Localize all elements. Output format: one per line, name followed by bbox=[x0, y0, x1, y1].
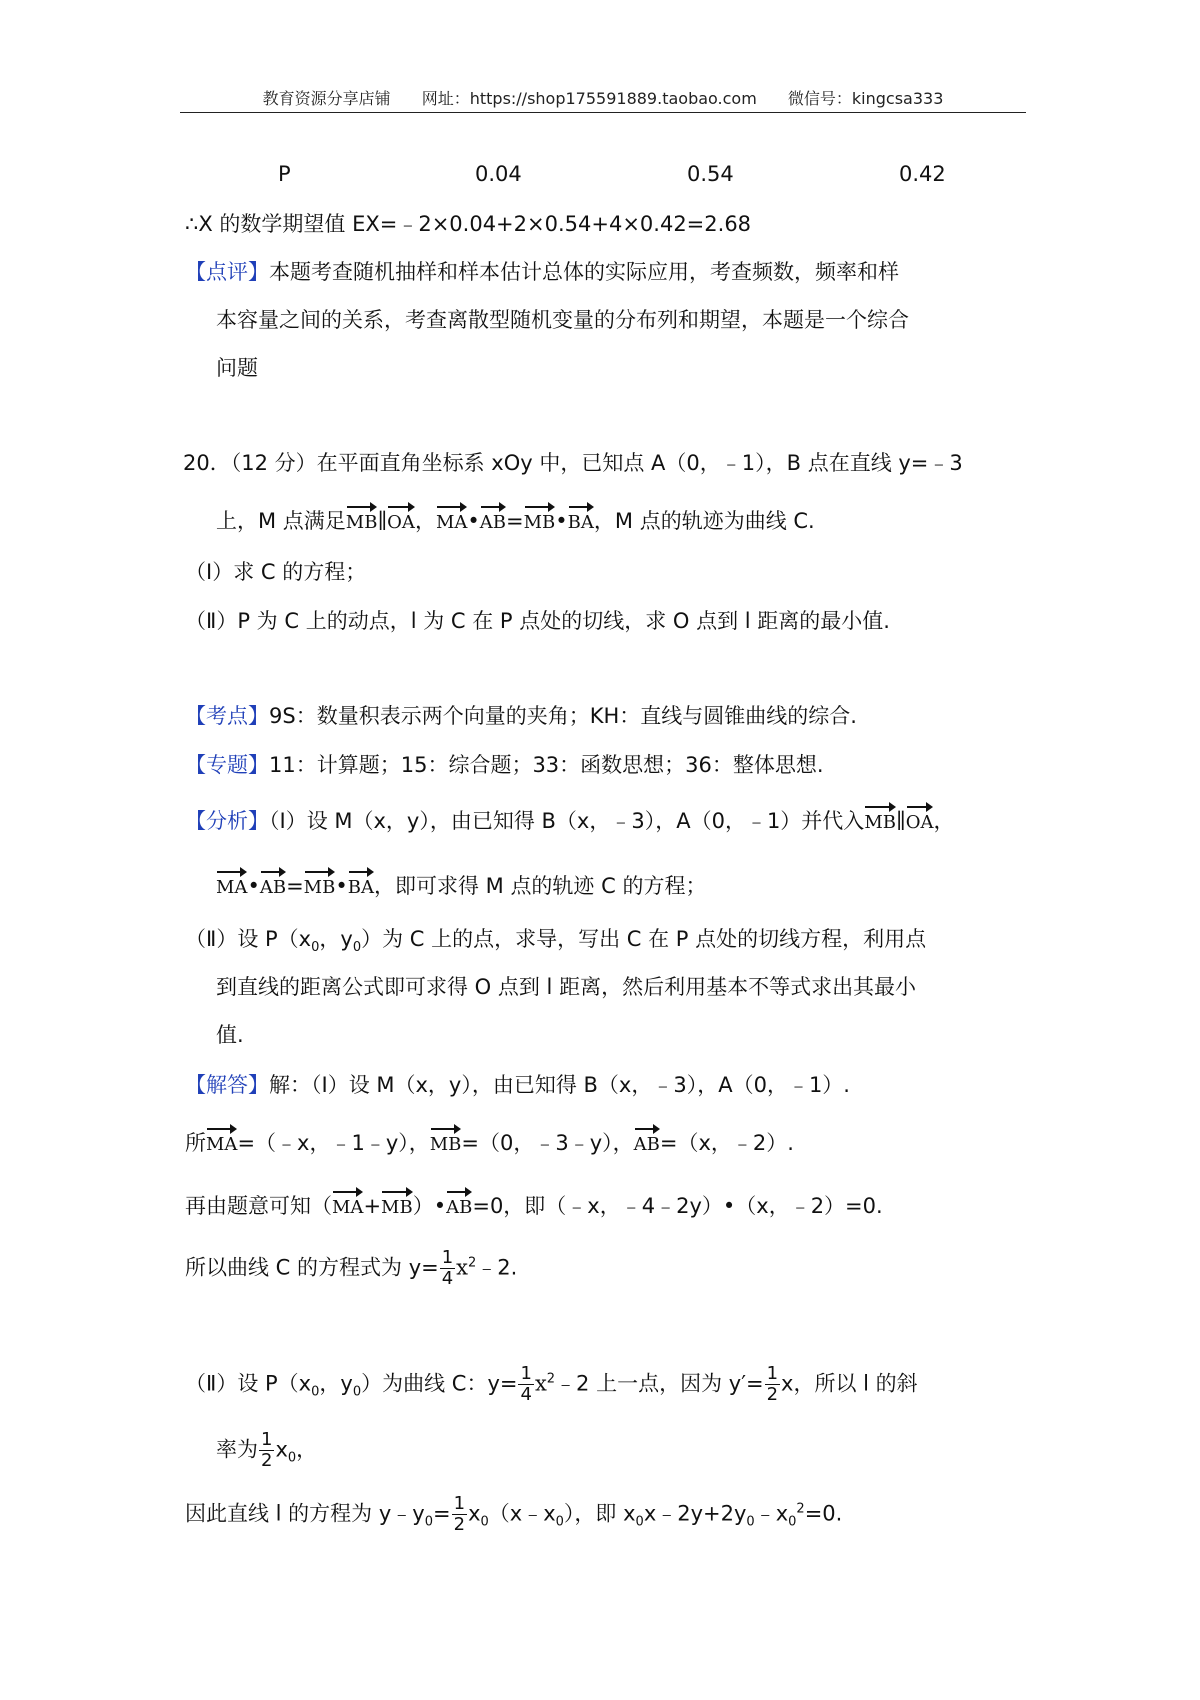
vector-ab: AB bbox=[480, 505, 506, 537]
fenxi-line-2: MA•AB=MB•BA，即可求得 M 点的轨迹 C 的方程； bbox=[216, 870, 706, 902]
zhuanti-tag: 【专题】 bbox=[185, 753, 269, 777]
problem-line-2: 上，M 点满足MB∥OA，MA•AB=MB•BA，M 点的轨迹为曲线 C. bbox=[216, 505, 815, 537]
problem-part-2: （Ⅱ）P 为 C 上的动点，l 为 C 在 P 点处的切线，求 O 点到 l 距离的最小值. bbox=[185, 609, 890, 633]
page-header bbox=[180, 86, 1026, 109]
fraction-one-quarter: $\frac{1}{4}$ bbox=[441, 1247, 454, 1289]
vector-ba: BA bbox=[568, 505, 594, 537]
jieda-part2-line-2: 率为 $\frac{1}{2}$ $x_0$， bbox=[216, 1429, 318, 1471]
review-tag: 【点评】 bbox=[185, 260, 269, 284]
zhuanti-line: 【专题】11：计算题；15：综合题；33：函数思想；36：整体思想. bbox=[185, 753, 824, 777]
header-divider bbox=[180, 112, 1026, 113]
fenxi-line-5: 值. bbox=[216, 1023, 244, 1047]
jieda-line-4: 所以曲线 C 的方程式为 y= $\frac{1}{4}$ $x^2﹣2$. bbox=[185, 1247, 518, 1289]
review-line-1: 【点评】本题考查随机抽样和样本估计总体的实际应用，考查频数，频率和样 bbox=[185, 260, 899, 284]
expectation-line: ∴X 的数学期望值 EX=﹣2×0.04+2×0.54+4×0.42=2.68 bbox=[185, 212, 752, 236]
problem-line-1: 20．（12 分）在平面直角坐标系 xOy 中，已知点 A（0，﹣1），B 点在直线 y=﹣3 bbox=[183, 451, 963, 475]
table-row-label: P bbox=[278, 162, 291, 186]
header-wechat: 微信号：kingcsa333 bbox=[787, 89, 944, 108]
jieda-tag: 【解答】 bbox=[185, 1073, 269, 1097]
fenxi-line-4: 到直线的距离公式即可求得 O 点到 l 距离，然后利用基本不等式求出其最小 bbox=[216, 975, 917, 999]
jieda-line-3: 再由题意可知（MA+MB）•AB=0，即（﹣x，﹣4﹣2y）•（x，﹣2）=0. bbox=[185, 1190, 883, 1222]
header-url: 网址：https://shop175591889.taobao.com bbox=[421, 89, 757, 108]
kaodian-line: 【考点】9S：数量积表示两个向量的夹角；KH：直线与圆锥曲线的综合. bbox=[185, 704, 857, 728]
vector-mb-2: MB bbox=[524, 505, 556, 537]
vector-ma: MA bbox=[436, 505, 467, 537]
table-cell-3: 0.42 bbox=[899, 162, 946, 186]
jieda-part2-line-3: 因此直线 l 的方程为 $y﹣y_0=$ $\frac{1}{2}$ $x_0(x﹣x_0)$，即 $x_0x﹣2y+2y_0﹣x_0^2=0$. bbox=[185, 1493, 843, 1535]
jieda-line-1: 【解答】解：（Ⅰ）设 M（x，y），由已知得 B（x，﹣3），A（0，﹣1）. bbox=[185, 1073, 850, 1097]
problem-part-1: （Ⅰ）求 C 的方程； bbox=[185, 560, 367, 584]
vector-mb: MB bbox=[346, 505, 378, 537]
kaodian-tag: 【考点】 bbox=[185, 704, 269, 728]
header-shop: 教育资源分享店铺 bbox=[262, 89, 391, 108]
jieda-part2-line-1: （Ⅱ）设 $P(x_0$，$y_0$）为曲线 C：y= $\frac{1}{4}$ $x^2﹣2$ 上一点，因为 y′= $\frac{1}{2}$ x，所以 l 的斜 bbox=[185, 1363, 918, 1405]
fenxi-tag: 【分析】 bbox=[185, 809, 269, 833]
vector-oa: OA bbox=[387, 505, 415, 537]
review-line-2: 本容量之间的关系，考查离散型随机变量的分布列和期望，本题是一个综合 bbox=[216, 308, 909, 332]
fenxi-line-1: 【分析】（Ⅰ）设 M（x，y），由已知得 B（x，﹣3），A（0，﹣1）并代入MB∥OA， bbox=[185, 805, 954, 837]
table-cell-2: 0.54 bbox=[687, 162, 734, 186]
review-line-3: 问题 bbox=[216, 356, 258, 380]
table-cell-1: 0.04 bbox=[475, 162, 522, 186]
jieda-line-2: 所MA=（﹣x，﹣1﹣y），MB=（0，﹣3﹣y），AB=（x，﹣2）. bbox=[185, 1127, 794, 1159]
fenxi-line-3: （Ⅱ）设 $P(x_0$，$y_0$）为 C 上的点，求导，写出 C 在 P 点处的切线方程，利用点 bbox=[185, 927, 927, 956]
